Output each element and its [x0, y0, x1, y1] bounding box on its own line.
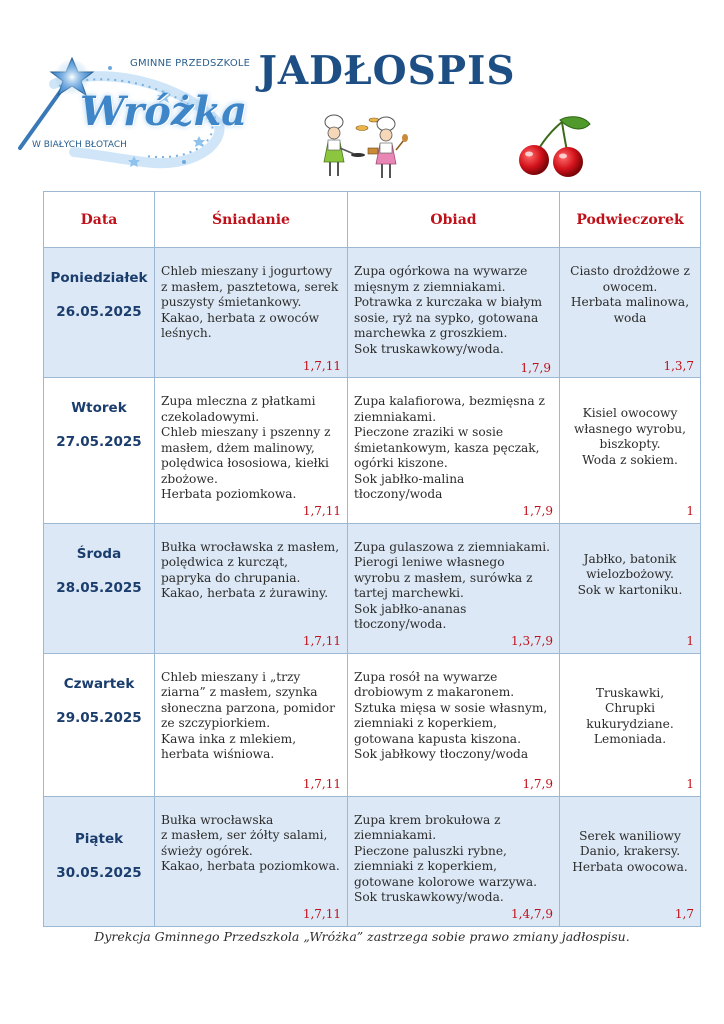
allergens-label: 1,3,7,9: [511, 634, 553, 648]
lunch-text: Zupa rosół na wywarze drobiowym z makaronem. Sztuka mięsa w sosie własnym, ziemniaki z koperkiem, gotowana kapusta kiszona. Sok jabłkowy tłoczony/woda: [354, 669, 548, 761]
allergens-label: 1: [686, 634, 694, 648]
breakfast-cell: [155, 378, 348, 524]
snack-text: Jabłko, batonik wielozbożowy. Sok w kartoniku.: [577, 551, 683, 597]
lunch-cell: [348, 378, 560, 524]
kindergarten-logo: [14, 44, 251, 176]
allergens-label: 1,7,11: [302, 504, 341, 518]
snack-text: Ciasto drożdżowe z owocem. Herbata malinowa, woda: [570, 264, 690, 325]
allergens-label: 1: [686, 777, 694, 791]
snack-cell: [560, 796, 701, 926]
allergens-label: 1,7,9: [522, 777, 553, 791]
allergens-label: 1,7,11: [302, 907, 341, 921]
logo-bottom-text: W BIAŁYCH BŁOTACH: [32, 140, 127, 150]
day-date: 30.05.2025: [56, 864, 142, 881]
breakfast-text: Bułka wrocławska z masłem, polędwica z kurcząt, papryka do chrupania. Kakao, herbata z żurawiny.: [161, 539, 340, 600]
day-cell: [44, 796, 155, 926]
snack-cell: [560, 653, 701, 796]
snack-cell: [560, 378, 701, 524]
breakfast-text: Zupa mleczna z płatkami czekoladowymi. Chleb mieszany i pszenny z masłem, dżem malinowy, polędwica łososiowa, kiełki zbożowe. Herbata poziomkowa.: [161, 394, 331, 501]
day-cell: [44, 523, 155, 653]
allergens-label: 1,3,7: [663, 358, 694, 373]
snack-cell: [560, 248, 701, 378]
allergens-label: 1,7,11: [302, 358, 341, 373]
lunch-cell: [348, 653, 560, 796]
lunch-text: Zupa ogórkowa na wywarze mięsnym z ziemniakami. Potrawka z kurczaka w białym sosie, ryż na sypko, gotowana marchewka z groszkiem. Sok truskawkowy/woda.: [354, 264, 543, 356]
snack-text: Truskawki, Chrupki kukurydziane. Lemoniada.: [586, 685, 674, 746]
table-row: [44, 523, 701, 653]
day-name: Wtorek: [71, 400, 127, 416]
allergens-label: 1,7,11: [302, 777, 341, 791]
lunch-cell: [348, 796, 560, 926]
snack-text: Kisiel owocowy własnego wyrobu, biszkopty. Woda z sokiem.: [574, 406, 686, 467]
day-cell: [44, 653, 155, 796]
allergens-label: 1,7,9: [522, 504, 553, 518]
lunch-text: Zupa krem brokułowa z ziemniakami. Pieczone paluszki rybne, ziemniaki z koperkiem, gotowane kolorowe warzywa. Sok truskawkowy/woda.: [354, 812, 538, 904]
day-date: 27.05.2025: [56, 434, 142, 450]
day-name: Czwartek: [63, 675, 135, 692]
header-date: Data: [44, 192, 155, 248]
breakfast-text: Bułka wrocławska z masłem, ser żółty salami, świeży ogórek. Kakao, herbata poziomkowa.: [161, 812, 340, 873]
logo-brand-name: Wróżka: [80, 88, 248, 135]
table-row: [44, 248, 701, 378]
table-row: [44, 796, 701, 926]
allergens-label: 1,7,11: [302, 634, 341, 648]
footer-note: Dyrekcja Gminnego Przedszkola „Wróżka” zastrzega sobie prawo zmiany jadłospisu.: [94, 929, 630, 944]
day-date: 26.05.2025: [56, 304, 142, 320]
breakfast-text: Chleb mieszany i jogurtowy z masłem, pasztetowa, serek puszysty śmietankowy. Kakao, herbata z owoców leśnych.: [161, 264, 339, 340]
lunch-text: Zupa kalafiorowa, bezmięsna z ziemniakami. Pieczone zraziki w sosie śmietankowym, kasza pęczak, ogórki kiszone. Sok jabłko-malina tłoczony/woda: [354, 394, 545, 501]
lunch-cell: [348, 523, 560, 653]
cherries-icon: [512, 112, 596, 180]
day-date: 29.05.2025: [56, 709, 142, 726]
table-row: [44, 653, 701, 796]
page-title: JADŁOSPIS: [258, 48, 516, 94]
breakfast-cell: [155, 653, 348, 796]
snack-text: Serek waniliowy Danio, krakersy. Herbata owocowa.: [572, 828, 688, 874]
chefs-cooking-icon: [312, 110, 412, 182]
header-row: [44, 192, 701, 248]
day-date: 28.05.2025: [56, 579, 142, 596]
logo-top-text: GMINNE PRZEDSZKOLE: [130, 58, 251, 69]
header-snack: Podwieczorek: [560, 192, 701, 248]
day-name: Poniedziałek: [50, 270, 148, 286]
lunch-text: Zupa gulaszowa z ziemniakami. Pierogi leniwe własnego wyrobu z masłem, surówka z tartej marchewki. Sok jabłko-ananas tłoczony/woda.: [354, 539, 551, 631]
breakfast-cell: [155, 796, 348, 926]
day-cell: [44, 248, 155, 378]
snack-cell: [560, 523, 701, 653]
allergens-label: 1,7,9: [520, 360, 551, 375]
header-breakfast: Śniadanie: [155, 192, 348, 248]
day-name: Środa: [76, 545, 122, 562]
allergens-label: 1: [686, 504, 694, 518]
header-lunch: Obiad: [348, 192, 560, 248]
day-name: Piątek: [74, 830, 124, 847]
breakfast-text: Chleb mieszany i „trzy ziarna” z masłem, szynka słoneczna parzona, pomidor ze szczypiorkiem. Kawa inka z mlekiem, herbata wiśniowa.: [161, 669, 335, 761]
breakfast-cell: [155, 523, 348, 653]
table-row: [44, 378, 701, 524]
breakfast-cell: [155, 248, 348, 378]
allergens-label: 1,4,7,9: [511, 907, 553, 921]
day-cell: [44, 378, 155, 524]
menu-table: [43, 191, 701, 927]
lunch-cell: [348, 248, 560, 378]
allergens-label: 1,7: [674, 907, 694, 921]
